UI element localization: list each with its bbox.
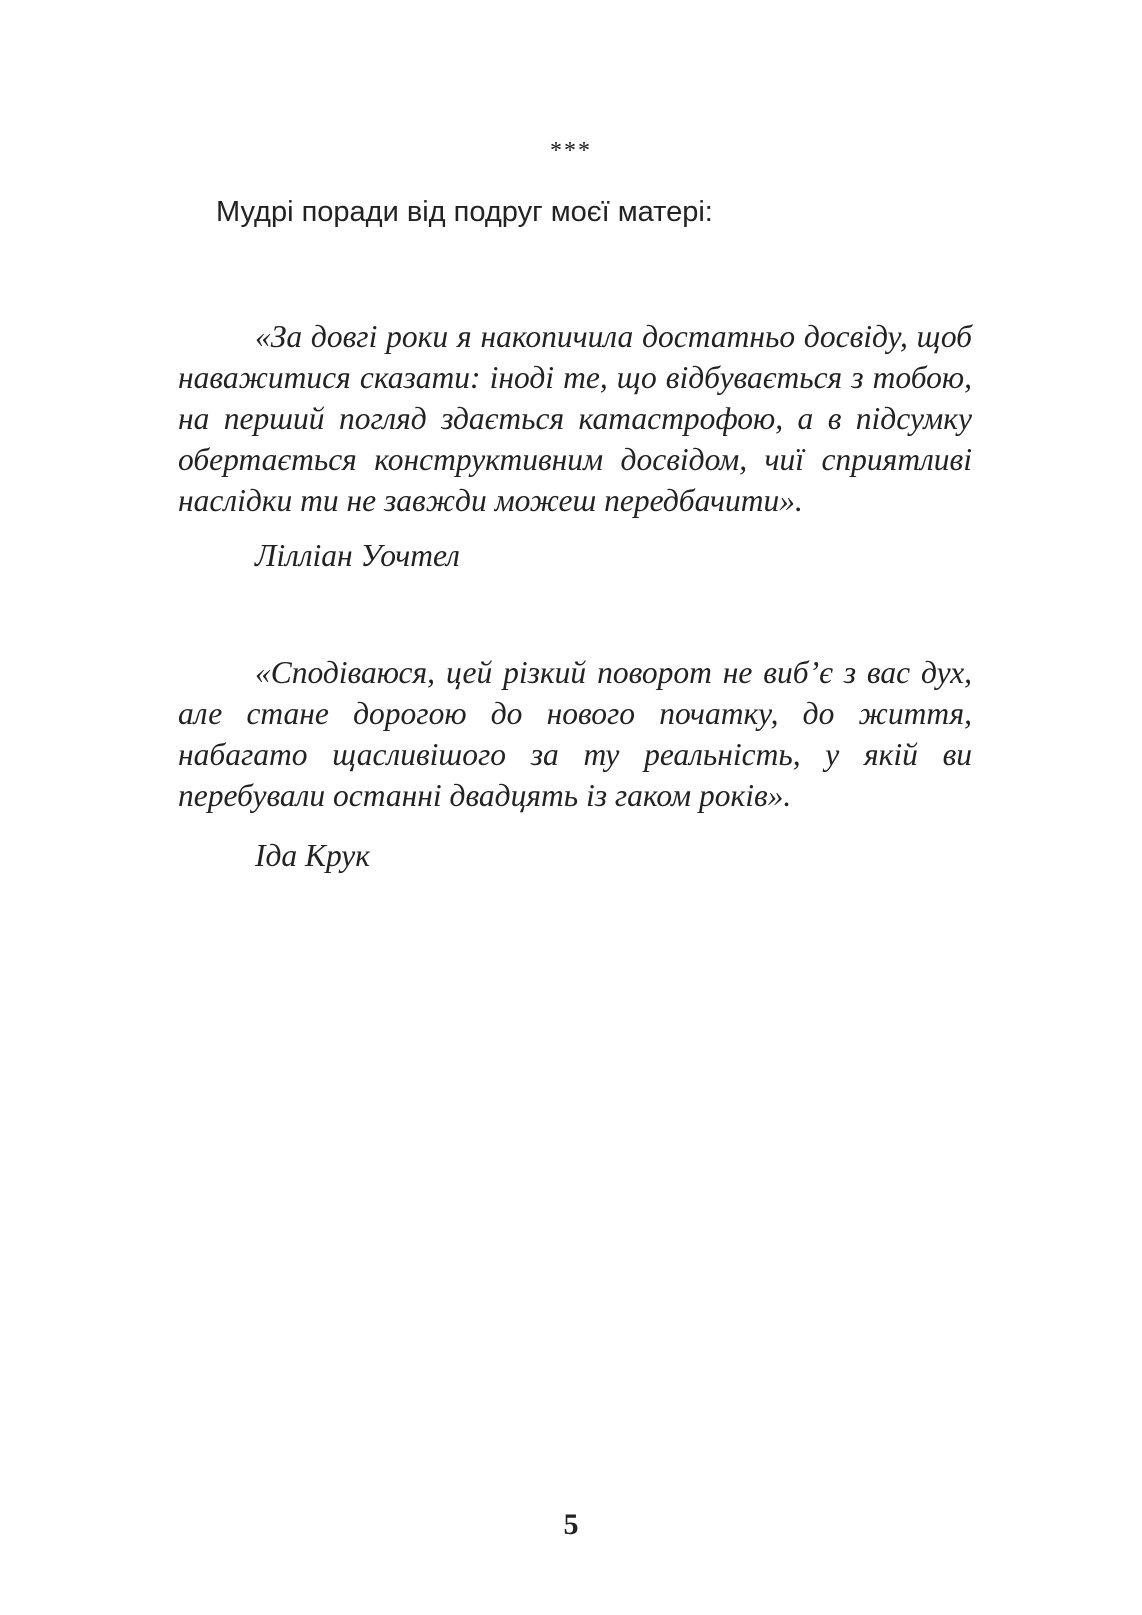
section-separator: ***: [550, 138, 592, 164]
page-number: 5: [563, 1508, 579, 1541]
quote-text: «Сподіваюся, цей різкий поворот не виб’є з вас дух, але стане дорогою до нового початку, до життя, набагато щасливішого за ту реальність, у якій ви перебували останні двадцять із гаком років».: [178, 655, 972, 813]
page-heading: Мудрі поради від подруг моєї матері:: [216, 196, 713, 228]
quote-text: «За довгі роки я накопичила достатньо досвіду, щоб наважитися сказати: іноді те, що відбувається з тобою, на перший погляд здається катастрофою, а в підсумку обертається конструктивним досвідом, чиї сприятливі наслідки ти не завжди можеш передбачити».: [178, 319, 972, 518]
quote-author: Лілліан Уочтел: [255, 538, 460, 573]
quote-author: Іда Крук: [255, 838, 371, 873]
